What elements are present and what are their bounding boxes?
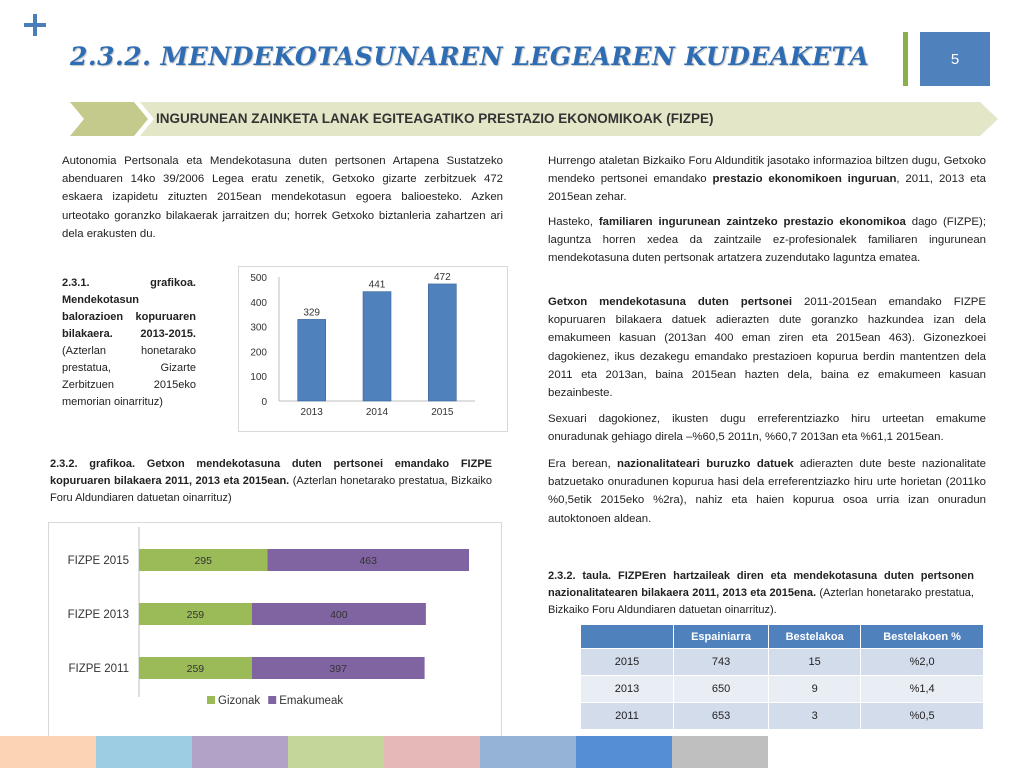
y-tick-label: 400	[250, 297, 267, 309]
right-paragraph-2: Hasteko, familiaren ingurunean zaintzeko prestazio ekonomikoa dago (FIZPE); laguntza horren xedea da zaintzaile ez-profesionalek familiaren ingurunean mendekotasuna duten pertsonak artatzera zuzendutako laguntza ematea.	[548, 216, 986, 265]
table-cell: 653	[674, 703, 769, 730]
y-tick-label: 0	[261, 397, 267, 408]
data-label: 463	[359, 555, 377, 567]
footer-color-block	[384, 736, 480, 768]
intro-paragraph: Autonomia Pertsonala eta Mendekotasuna duten pertsonen Artapena Sustatzeko abenduaren 14ko 39/2006 Legea eratu zenetik, Getxoko gizarte zerbitzuek 472 eskaera izapidetu zituzten 2015ean mendekotasun egoera balioesteko. Azken urteotako goranzko bilakaerak jarraitzen du; horrek Getxoko biztanleria zahartzen ari dela erakusten du.	[62, 155, 503, 240]
data-label: 441	[368, 279, 386, 291]
page-number: 5	[920, 32, 990, 86]
data-label: 400	[330, 609, 348, 621]
table-cell: 15	[769, 649, 861, 676]
x-tick-label: 2015	[431, 407, 454, 418]
legend-label: Gizonak	[218, 695, 261, 707]
x-tick-label: 2014	[365, 407, 389, 418]
table-caption: 2.3.2. taula. FIZPEren hartzaileak diren eta mendekotasuna duten pertsonen nazionalitatearen bilakaera 2011, 2013 eta 2015ena. (Azterlan honetarako prestatua, Bizkaiko Foru Aldundiaren datuetan oinarrituz).	[548, 570, 974, 616]
data-label: 295	[194, 555, 212, 567]
data-label: 472	[433, 271, 451, 283]
legend-swatch	[207, 696, 215, 704]
table-cell: 3	[769, 703, 861, 730]
table-header-cell	[581, 625, 674, 649]
footer-color-block	[672, 736, 768, 768]
legend-label: Emakumeak	[279, 695, 344, 707]
table-cell: 2015	[581, 649, 674, 676]
table-row	[581, 649, 984, 676]
table-header-cell: Bestelakoen %	[861, 625, 984, 649]
divider-line	[903, 32, 908, 86]
data-label: 259	[186, 663, 205, 675]
category-label: FIZPE 2015	[67, 555, 129, 567]
bar	[363, 292, 391, 401]
bar	[298, 319, 326, 401]
footer-color-block	[0, 736, 96, 768]
right-paragraph-1: Hurrengo ataletan Bizkaiko Foru Aldunditik jasotako informazioa biltzen dugu, Getxoko mendeko pertsonei emandako prestazio ekonomikoen inguruan, 2011, 2013 eta 2015ean zehar.	[548, 155, 987, 204]
category-label: FIZPE 2011	[68, 663, 129, 675]
right-paragraph-3: Getxon mendekotasuna duten pertsonei 2011-2015ean emandako FIZPE kopuruaren bilakaera datuek adierazten dute goranzko hazkundea izan dela emakumeen kasuan (2013an 400 eman ziren eta 2015ean 463). Gizonezkoei dagokienez, ikus dezakegu emandako prestazioen kopurua berdin mantentzen dela 2011 eta 2013an, baina 2015ean hazten dela, baina ez emakumeen kasuan bezainbeste.	[548, 296, 986, 400]
data-label: 259	[186, 609, 205, 621]
right-paragraph-5: Era berean, nazionalitateari buruzko datuek adierazten dute beste nazionalitate batzuetako onuradunen kopurua hasi dela erreferentziazko hiru urte horietan (2011ko %0,5etik 2015eko %2ra), nahiz eta haien kopurua osoa urria izan onuradun autoktonoen aldean.	[548, 458, 986, 525]
table-row	[581, 676, 984, 703]
table-cell: 650	[674, 676, 769, 703]
table-header-cell: Bestelakoa	[769, 625, 861, 649]
banner-label: INGURUNEAN ZAINKETA LANAK EGITEAGATIKO PRESTAZIO EKONOMIKOAK (FIZPE)	[156, 111, 714, 126]
valuations-bar-chart	[238, 266, 508, 432]
footer-color-block	[288, 736, 384, 768]
y-tick-label: 500	[250, 273, 267, 284]
bar	[428, 284, 456, 401]
nationality-table	[580, 624, 984, 730]
table-cell: 743	[674, 649, 769, 676]
table-cell: %0,5	[861, 703, 984, 730]
table-row	[581, 703, 984, 730]
table-cell: %1,4	[861, 676, 984, 703]
page-title: 2.3.2. MENDEKOTASUNAREN LEGEAREN KUDEAKETA	[70, 42, 870, 71]
footer-color-bar	[0, 736, 1024, 768]
chart1-caption: 2.3.1. grafikoa. Mendekotasun balorazioen kopuruaren bilakaera. 2013-2015. (Azterlan honetarako prestatua, Gizarte Zerbitzuen 2015eko memorian oinarrituz)	[62, 277, 196, 408]
table-cell: 2011	[581, 703, 674, 730]
category-label: FIZPE 2013	[67, 609, 129, 621]
y-tick-label: 200	[250, 347, 267, 359]
x-tick-label: 2013	[300, 407, 323, 418]
footer-color-block	[480, 736, 576, 768]
data-label: 329	[303, 307, 321, 319]
section-banner	[70, 102, 998, 136]
y-tick-label: 300	[250, 322, 267, 334]
footer-color-block	[96, 736, 192, 768]
footer-color-block	[192, 736, 288, 768]
y-tick-label: 100	[250, 372, 267, 384]
table-cell: 9	[769, 676, 861, 703]
legend-swatch	[268, 696, 276, 704]
table-header-cell: Espainiarra	[674, 625, 769, 649]
fizpe-stacked-bar-chart	[48, 522, 502, 740]
table-cell: %2,0	[861, 649, 984, 676]
plus-icon	[24, 14, 46, 36]
table-cell: 2013	[581, 676, 674, 703]
right-paragraph-4: Sexuari dagokionez, ikusten dugu erreferentziazko hiru urteetan emakume onuradunak gehiago direla –%60,5 2011n, %60,7 2013an eta %61,1 2015ean.	[548, 413, 986, 444]
footer-color-block	[576, 736, 672, 768]
table-header-row	[581, 625, 984, 649]
data-label: 397	[329, 663, 347, 675]
chart2-caption: 2.3.2. grafikoa. Getxon mendekotasuna duten pertsonei emandako FIZPE kopuruaren bilakaera 2011, 2013 eta 2015ean. (Azterlan honetarako prestatua, Bizkaiko Foru Aldundiaren datuetan oinarrituz)	[50, 458, 492, 504]
